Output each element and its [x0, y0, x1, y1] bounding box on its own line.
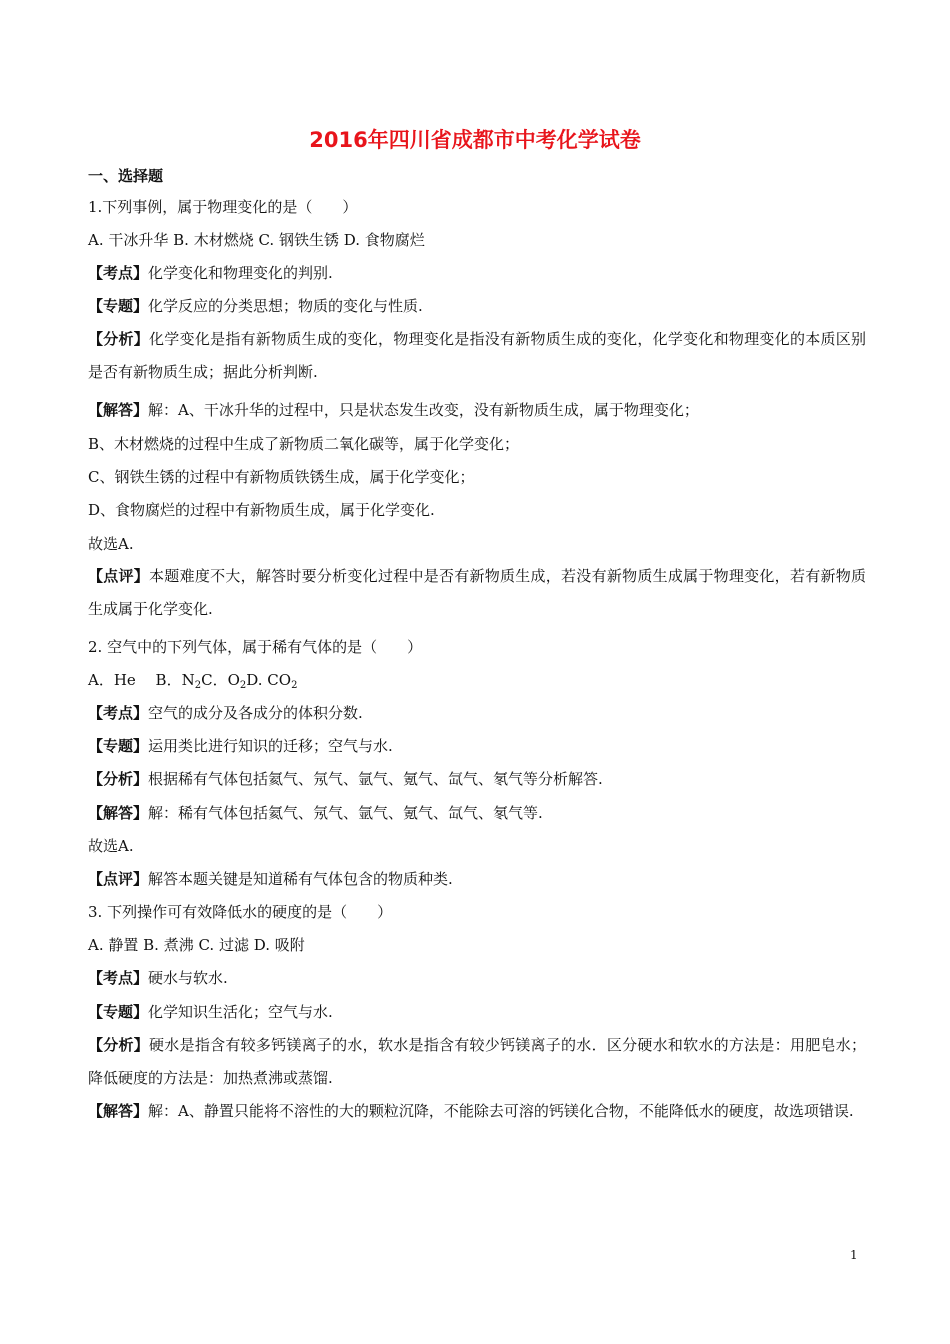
tag-label: 【点评】: [88, 870, 149, 888]
q1-dianping: [88, 560, 866, 626]
tag-label: 【专题】: [88, 297, 149, 315]
subscript: 2: [239, 680, 247, 691]
q3-kaodian: [88, 968, 228, 988]
subscript: 2: [291, 680, 298, 691]
q2-option-a-b: A．He B．N: [88, 671, 195, 689]
tag-label: 【考点】: [88, 704, 149, 722]
q1-fenxi-text: 化学变化是指有新物质生成的变化，物理变化是指没有新物质生成的变化，化学变化和物理变化的本质区别是否有新物质生成；据此分析判断.: [88, 330, 866, 381]
q2-kaodian-text: 空气的成分及各成分的体积分数.: [148, 704, 363, 722]
q1-jieda-text: 解：A、干冰升华的过程中，只是状态发生改变，没有新物质生成，属于物理变化；: [148, 401, 699, 419]
tag-label: 【考点】: [88, 969, 149, 987]
q2-jieda: [88, 803, 543, 823]
q3-jieda-text: 解：A、静置只能将不溶性的大的颗粒沉降，不能除去可溶的钙镁化合物，不能降低水的硬度，故选项错误.: [148, 1102, 854, 1120]
q2-fenxi-text: 根据稀有气体包括氦气、氖气、氩气、氪气、氙气、氡气等分析解答.: [148, 770, 603, 788]
q3-jieda: [88, 1095, 866, 1128]
tag-label: 【考点】: [88, 264, 149, 282]
q1-answer-c: C、钢铁生锈的过程中有新物质铁锈生成，属于化学变化；: [88, 468, 475, 486]
page-number: 1: [850, 1248, 858, 1262]
q1-zhuanti-text: 化学反应的分类思想；物质的变化与性质.: [148, 297, 423, 315]
page-title: 2016年四川省成都市中考化学试卷: [309, 128, 641, 152]
tag-label: 【专题】: [88, 1003, 149, 1021]
q1-choose: 故选A.: [88, 535, 134, 553]
q1-jieda: [88, 400, 699, 420]
q3-fenxi-text: 硬水是指含有较多钙镁离子的水，软水是指含有较少钙镁离子的水．区分硬水和软水的方法是：用肥皂水；降低硬度的方法是：加热煮沸或蒸馏.: [88, 1036, 866, 1087]
q3-fenxi: [88, 1029, 866, 1095]
tag-label: 【分析】: [88, 1036, 150, 1054]
tag-label: 【分析】: [88, 770, 149, 788]
q2-kaodian: [88, 703, 363, 723]
q2-option-d: D. CO: [246, 671, 292, 689]
q3-zhuanti-text: 化学知识生活化；空气与水.: [148, 1003, 333, 1021]
q2-jieda-text: 解：稀有气体包括氦气、氖气、氩气、氪气、氙气、氡气等.: [148, 804, 543, 822]
q2-fenxi: [88, 769, 603, 789]
q3-kaodian-text: 硬水与软水.: [148, 969, 228, 987]
q1-fenxi: [88, 323, 866, 389]
q2-dianping-text: 解答本题关键是知道稀有气体包含的物质种类.: [148, 870, 453, 888]
q2-options: [88, 670, 297, 690]
q3-zhuanti: [88, 1002, 333, 1022]
q2-option-c: C．O: [201, 671, 240, 689]
q1-answer-d: D、食物腐烂的过程中有新物质生成，属于化学变化.: [88, 501, 435, 519]
tag-label: 【解答】: [88, 804, 149, 822]
q2-stem: 2. 空气中的下列气体，属于稀有气体的是（ ）: [88, 638, 423, 656]
q1-answer-b: B、木材燃烧的过程中生成了新物质二氧化碳等，属于化学变化；: [88, 435, 520, 453]
q1-kaodian: [88, 263, 333, 283]
tag-label: 【解答】: [88, 1102, 149, 1120]
q2-choose: 故选A.: [88, 837, 134, 855]
tag-label: 【点评】: [88, 567, 150, 585]
subscript: 2: [194, 680, 202, 691]
q1-dianping-text: 本题难度不大，解答时要分析变化过程中是否有新物质生成，若没有新物质生成属于物理变化，若有新物质生成属于化学变化.: [88, 567, 866, 618]
q3-options: A. 静置 B. 煮沸 C. 过滤 D. 吸附: [88, 936, 305, 954]
q1-zhuanti: [88, 296, 423, 316]
tag-label: 【解答】: [88, 401, 149, 419]
q2-zhuanti: [88, 736, 393, 756]
q1-options: A. 干冰升华 B. 木材燃烧 C. 钢铁生锈 D. 食物腐烂: [88, 231, 425, 249]
q3-stem: 3. 下列操作可有效降低水的硬度的是（ ）: [88, 903, 393, 921]
q2-zhuanti-text: 运用类比进行知识的迁移；空气与水.: [148, 737, 393, 755]
q1-kaodian-text: 化学变化和物理变化的判别.: [148, 264, 333, 282]
tag-label: 【专题】: [88, 737, 149, 755]
tag-label: 【分析】: [88, 330, 150, 348]
section-heading: 一、选择题: [88, 167, 164, 185]
q1-stem: 1.下列事例，属于物理变化的是（ ）: [88, 198, 358, 216]
q2-dianping: [88, 869, 453, 889]
